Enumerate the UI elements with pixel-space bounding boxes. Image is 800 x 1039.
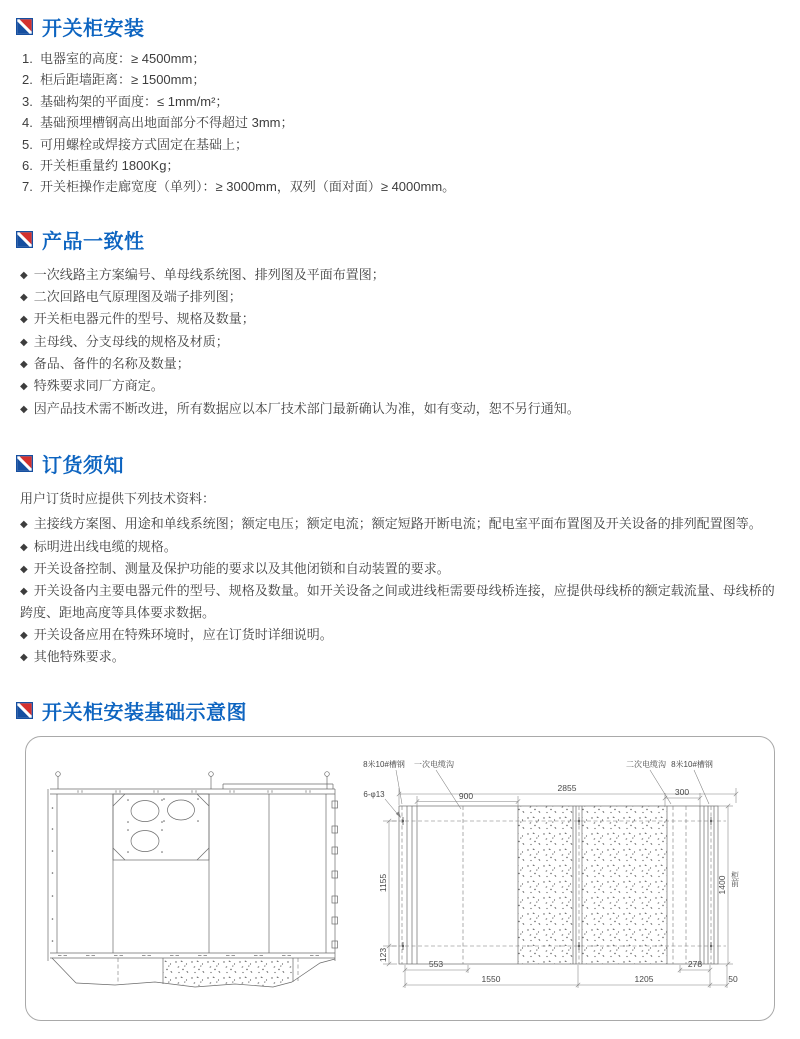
list-item <box>20 536 782 558</box>
list-item <box>20 353 782 375</box>
item-number: 5. <box>22 136 33 152</box>
list-item <box>20 286 782 308</box>
dim-secondary-trench-width: 300 <box>674 787 690 798</box>
dim-height-bottom: 123 <box>378 948 388 963</box>
item-text: 柜后距墙距离：≥ 1500mm； <box>40 72 206 88</box>
diamond-bullet-icon: ◆ <box>20 403 28 415</box>
list-item <box>20 624 782 646</box>
cable-opening <box>131 801 159 822</box>
diamond-bullet-icon: ◆ <box>20 629 28 641</box>
concrete-band-right <box>582 806 667 964</box>
item-number: 4. <box>22 115 33 131</box>
diamond-bullet-icon: ◆ <box>20 563 28 575</box>
item-text: 二次回路电气原理图及端子排列图； <box>33 289 242 305</box>
diamond-bullet-icon: ◆ <box>20 269 28 281</box>
list-item <box>20 264 782 286</box>
item-text: 备品、备件的名称及数量； <box>33 356 190 372</box>
section-title: 开关柜安装 <box>42 17 145 40</box>
label-primary-cable-trench: 一次电缆沟 <box>414 760 454 770</box>
dim-278: 278 <box>687 959 703 970</box>
item-text: 开关柜电器元件的型号、规格及数量； <box>33 311 255 327</box>
install-requirements-list <box>22 48 782 198</box>
label-channel-steel-right: 8米10#槽钢 <box>671 760 713 770</box>
list-item <box>22 176 782 197</box>
item-text: 电器室的高度：≥ 4500mm； <box>40 51 206 66</box>
item-text: 主母线、分支母线的规格及材质； <box>33 333 229 349</box>
item-text: 标明进出线电缆的规格。 <box>33 538 177 554</box>
item-text: 开关设备内主要电器元件的型号、规格及数量。如开关设备之间或进线柜需要母线桥连接，应提供母线桥的额定载流量、母线桥的跨度、距地高度等具体要求数据。 <box>20 583 775 621</box>
item-text: 基础预埋槽钢高出地面部分不得超过 3mm； <box>40 115 294 131</box>
consistency-list <box>20 264 782 420</box>
cabinet-front-view <box>48 772 338 987</box>
list-item <box>22 69 782 90</box>
section-title: 订货须知 <box>42 455 124 478</box>
item-text: 基础构架的平面度：≤ 1mm/m²； <box>40 93 229 109</box>
item-text: 特殊要求同厂方商定。 <box>33 378 164 394</box>
item-number: 1. <box>22 51 33 66</box>
diamond-bullet-icon: ◆ <box>20 519 28 531</box>
dim-primary-trench-width: 900 <box>458 791 474 802</box>
dim-height-total: 1400 <box>717 875 727 895</box>
diamond-bullet-icon: ◆ <box>20 359 28 371</box>
item-text: 因产品技术需不断改进，所有数据应以本厂技术部门最新确认为准，如有变动，恕不另行通知。 <box>33 400 580 416</box>
foundation-diagram <box>30 751 770 1016</box>
list-item <box>22 91 782 112</box>
diamond-bullet-icon: ◆ <box>20 381 28 393</box>
diamond-bullet-icon: ◆ <box>20 652 28 663</box>
item-text: 开关柜重量约 1800Kg； <box>40 158 180 174</box>
foundation-concrete-texture <box>163 958 293 986</box>
diamond-bullet-icon: ◆ <box>20 586 28 598</box>
ordering-list <box>20 513 782 668</box>
dim-553: 553 <box>428 959 444 970</box>
list-item <box>20 580 782 624</box>
dim-50: 50 <box>728 974 738 985</box>
foundation-diagram-panel <box>25 736 775 1021</box>
section-title: 开关柜安装基础示意图 <box>42 701 247 724</box>
list-item <box>20 646 782 668</box>
item-text: 开关设备控制、测量及保护功能的要求以及其他闭锁和自动装置的要求。 <box>33 560 450 576</box>
diamond-bullet-icon: ◆ <box>20 314 28 326</box>
item-number: 3. <box>22 93 33 109</box>
item-number: 7. <box>22 179 33 195</box>
item-text: 一次线路主方案编号、单母线系统图、排列图及平面布置图； <box>33 266 385 282</box>
diamond-bullet-icon: ◆ <box>20 292 28 304</box>
label-secondary-cable-trench: 二次电缆沟 <box>626 760 666 770</box>
section-marker-icon <box>16 702 33 719</box>
list-item <box>22 134 782 155</box>
list-item <box>20 308 782 330</box>
section-header-ordering <box>16 450 782 478</box>
section-marker-icon <box>16 455 33 472</box>
list-item <box>22 48 782 69</box>
label-anchor-holes: 6-φ13 <box>363 790 385 800</box>
item-text: 开关柜操作走廊宽度（单列）：≥ 3000mm，双列（面对面）≥ 4000mm。 <box>40 179 456 195</box>
label-cabinet-front: 柜前 <box>730 871 740 888</box>
cable-opening <box>168 800 195 820</box>
diamond-bullet-icon: ◆ <box>20 541 28 553</box>
list-item <box>20 398 782 420</box>
list-item <box>22 155 782 176</box>
section-marker-icon <box>16 231 33 248</box>
list-item <box>20 558 782 580</box>
list-item <box>20 513 782 535</box>
label-channel-steel-left: 8米10#槽钢 <box>363 760 405 770</box>
cable-opening <box>131 831 159 852</box>
list-item <box>20 375 782 397</box>
section-header-consistency <box>16 226 782 254</box>
diamond-bullet-icon: ◆ <box>20 336 28 348</box>
dim-1205: 1205 <box>634 974 654 985</box>
dim-height-main: 1155 <box>378 874 388 893</box>
item-text: 开关设备应用在特殊环境时，应在订货时详细说明。 <box>33 626 333 642</box>
list-item <box>20 331 782 353</box>
concrete-band-left <box>518 806 573 964</box>
section-header-foundation <box>16 696 782 724</box>
dim-total-width: 2855 <box>557 783 577 794</box>
section-header-install <box>16 12 782 40</box>
item-text: 主接线方案图、用途和单线系统图；额定电压；额定电流；额定短路开断电流；配电室平面布置图及开关设备的排列配置图等。 <box>33 516 762 532</box>
list-item <box>22 112 782 133</box>
item-text: 可用螺栓或焊接方式固定在基础上； <box>40 136 249 152</box>
section-marker-icon <box>16 18 33 35</box>
item-number: 6. <box>22 158 33 174</box>
leader-arrowhead <box>396 812 401 819</box>
section-title: 产品一致性 <box>42 231 145 254</box>
dim-1550: 1550 <box>481 974 501 985</box>
item-text: 其他特殊要求。 <box>33 649 125 664</box>
ordering-intro: 用户订货时应提供下列技术资料： <box>20 490 216 506</box>
item-number: 2. <box>22 72 33 88</box>
